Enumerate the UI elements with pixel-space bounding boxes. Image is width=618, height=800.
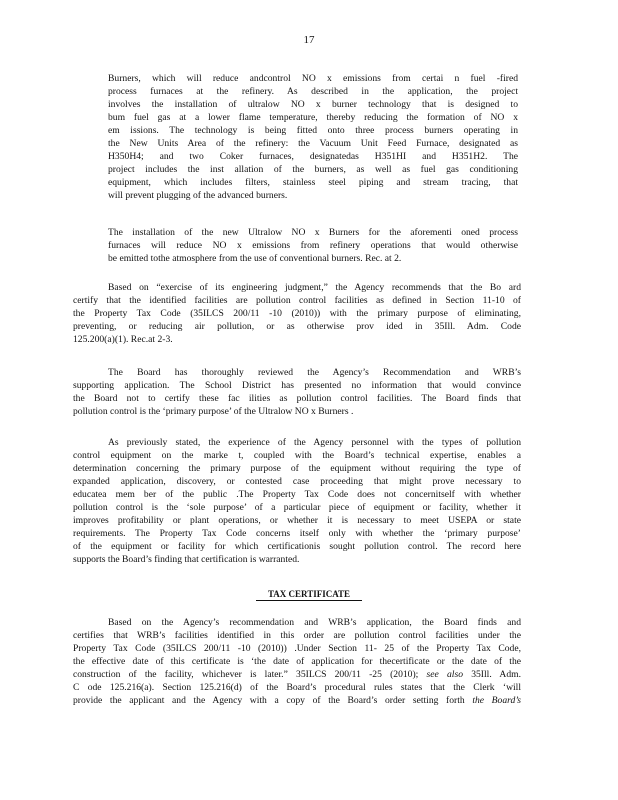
body-paragraph-4: [73, 616, 521, 707]
text-line: the effective date of this certificate is ‘the date of application for thecertificate or the date of the: [73, 656, 521, 667]
text-line: the New Units Area of the refinery: the Vacuum Unit Feed Furnace, designated as: [108, 138, 518, 149]
text-line: the Property Tax Code (35ILCS 200/11 -10 (2010)) with the primary purpose of eliminating,: [73, 308, 521, 319]
text-line: equipment, which includes filters, stainless steel piping and stream tracing, that: [108, 177, 518, 188]
text-line: The installation of the new Ultralow NO x Burners for the aforementi oned process: [108, 227, 518, 238]
text-line: bum fuel gas at a lower flame temperature, thereby reducing the formation of NO x: [108, 112, 518, 123]
text-line: will prevent plugging of the advanced burners.: [108, 190, 288, 201]
italic-cite: see also: [426, 669, 463, 680]
text-line: The Board has thoroughly reviewed the Agency’s Recommendation and WRB’s: [108, 367, 521, 378]
text-line: involves the installation of ultralow NO x burner technology that is designed to: [108, 99, 518, 110]
block-quote-2: [108, 226, 518, 265]
text-line: requirements. The Property Tax Code concerns itself only with whether the ‘primary purpose’: [73, 528, 521, 539]
text-line: Property Tax Code (35ILCS 200/11 -10 (2010)) .Under Section 11- 25 of the Property Tax Code,: [73, 643, 521, 654]
text-line: certifies that WRB’s facilities identified in this order are pollution control facilities under the: [73, 630, 521, 641]
text-line: H350H4; and two Coker furnaces, designatedas H351HI and H351H2. The: [108, 151, 518, 162]
text-line: pollution control is the ‘primary purpose’ of the Ultralow NO x Burners .: [73, 406, 354, 417]
text-line: control equipment on the marke t, coupled with the Board’s technical expertise, enables a: [73, 450, 521, 461]
body-paragraph-2: [73, 366, 521, 418]
text-line: educatea mem ber of the public .The Property Tax Code does not concernitself with whether: [73, 489, 521, 500]
text-line: supporting application. The School District has presented no information that would convince: [73, 380, 521, 391]
text-line: Burners, which will reduce andcontrol NO x emissions from certai n fuel -fired: [108, 73, 518, 84]
text-line: determination concerning the primary purpose of the equipment without requiring the type of: [73, 463, 521, 474]
text-line: project includes the inst allation of the burners, as well as fuel gas conditioning: [108, 164, 518, 175]
text-line: Based on “exercise of its engineering judgment,” the Agency recommends that the Bo ard: [108, 282, 521, 293]
text-line: supports the Board’s finding that certification is warranted.: [73, 554, 300, 565]
body-paragraph-3: [73, 436, 521, 566]
text-line: expanded application, discovery, or contested case proceeding that might prove necessary to: [73, 476, 521, 487]
body-paragraph-1: [73, 281, 521, 346]
text-line: the Board not to certify these fac ilities as pollution control facilities. The Board finds that: [73, 393, 521, 404]
page-number: 17: [303, 34, 315, 46]
text-span: construction of the facility, whichever is later.” 35ILCS 200/11 -25 (2010);: [73, 669, 419, 680]
text-line: As previously stated, the experience of the Agency personnel with the types of pollution: [108, 437, 521, 448]
text-line: of the equipment or facility for which certificationis sought pollution control. The record here: [73, 541, 521, 552]
text-line: [73, 694, 521, 707]
text-line: preventing, or reducing air pollution, or as otherwise prov ided in 35Ill. Adm. Code: [73, 321, 521, 332]
section-heading-tax-certificate: [0, 589, 618, 599]
text-line: [73, 668, 521, 681]
text-line: be emitted tothe atmosphere from the use of conventional burners. Rec. at 2.: [108, 253, 402, 264]
italic-cite: the Board’s: [472, 695, 521, 706]
text-line: improves profitability or plant operations, or whether it is necessary to meet USEPA or state: [73, 515, 521, 526]
text-line: pollution control is the ‘sole purpose’ of a particular piece of equipment or facility, whether it: [73, 502, 521, 513]
text-span: provide the applicant and the Agency with a copy of the Board’s order setting forth: [73, 695, 465, 706]
text-line: Based on the Agency’s recommendation and WRB’s application, the Board finds and: [108, 617, 521, 628]
text-line: certify that the identified facilities are pollution control facilities as defined in Section 11-10 of: [73, 295, 521, 306]
block-quote-1: [108, 72, 518, 202]
text-span: 35Ill. Adm.: [463, 669, 521, 680]
text-line: C ode 125.216(a). Section 125.216(d) of the Board’s procedural rules states that the Clerk ‘will: [73, 682, 521, 693]
text-line: process furnaces at the refinery. As described in the application, the project: [108, 86, 518, 97]
text-line: em issions. The technology is being fitted onto three process burners operating in: [108, 125, 518, 136]
text-line: 125.200(a)(1). Rec.at 2-3.: [73, 334, 173, 345]
text-line: furnaces will reduce NO x emissions from refinery operations that would otherwise: [108, 240, 518, 251]
section-heading-text: TAX CERTIFICATE: [256, 589, 362, 601]
